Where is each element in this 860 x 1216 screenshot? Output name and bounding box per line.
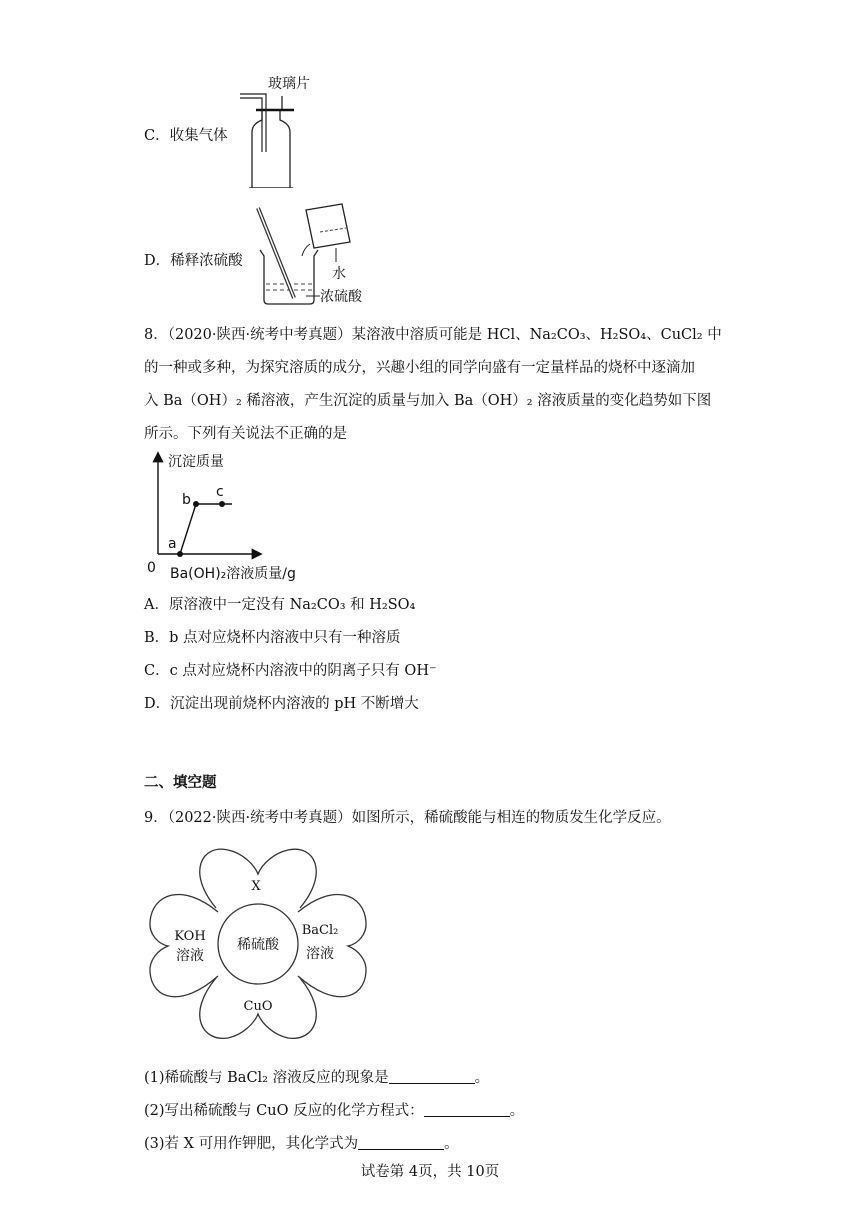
- q9-sub2-text: (2)写出稀硫酸与 CuO 反应的化学方程式：: [144, 1103, 424, 1119]
- center-label: 稀硫酸: [237, 937, 279, 953]
- petal-right-label-2: 溶液: [306, 946, 334, 962]
- petal-left-label-2: 溶液: [176, 948, 204, 964]
- dilute-acid-figure: [248, 200, 378, 308]
- flower-diagram: [146, 842, 376, 1046]
- q9-sub1-end: 。: [474, 1070, 490, 1086]
- trend-line: [180, 504, 232, 554]
- q9-sub3-end: 。: [444, 1136, 459, 1152]
- point-b: [193, 501, 199, 507]
- q8-option-d: D．沉淀出现前烧杯内溶液的 pH 不断增大: [144, 696, 419, 712]
- q9-sub3: [144, 1132, 459, 1153]
- q8-stem-line1: 8．（2020·陕西·统考中考真题）某溶液中溶质可能是 HCl、Na₂CO₃、H₂SO₄、CuCl₂ 中: [144, 327, 722, 343]
- point-c: [219, 501, 225, 507]
- q8-stem-line4: 所示。下列有关说法不正确的是: [144, 426, 347, 442]
- water-label: 水: [332, 266, 346, 282]
- y-axis-label: 沉淀质量: [168, 454, 224, 470]
- petal-right-label-1: BaCl₂: [301, 923, 339, 938]
- q8-option-c: C．c 点对应烧杯内溶液中的阴离子只有 OH⁻: [144, 663, 437, 679]
- precipitate-graph: [142, 448, 312, 584]
- section-title: 二、填空题: [144, 774, 217, 791]
- petal-left: [150, 894, 218, 996]
- q8-stem-line3: 入 Ba（OH）₂ 稀溶液，产生沉淀的质量与加入 Ba（OH）₂ 溶液质量的变化趋势如下图: [144, 393, 712, 409]
- q9-sub3-text: (3)若 X 可用作钾肥，其化学式为: [144, 1136, 359, 1152]
- page-footer: 试卷第 4页，共 10页: [360, 1164, 500, 1180]
- petal-bottom-label: CuO: [243, 999, 273, 1014]
- origin-label: 0: [147, 560, 156, 576]
- point-a-label: a: [168, 536, 177, 552]
- q9-sub1-text: (1)稀硫酸与 BaCl₂ 溶液反应的现象是: [144, 1070, 389, 1086]
- q8-option-a: A．原溶液中一定没有 Na₂CO₃ 和 H₂SO₄: [144, 597, 416, 613]
- point-a: [177, 551, 183, 557]
- q9-sub1: [144, 1066, 489, 1087]
- q9-sub2-end: 。: [509, 1103, 525, 1119]
- q9-sub2-blank[interactable]: [424, 1102, 510, 1117]
- point-c-label: c: [216, 484, 224, 500]
- q9-sub1-blank[interactable]: [389, 1069, 475, 1084]
- q8-option-b: B．b 点对应烧杯内溶液中只有一种溶质: [144, 630, 401, 646]
- q7-option-c-label: C．收集气体: [144, 128, 228, 144]
- gas-collection-figure: [232, 72, 332, 188]
- q7-option-d-label: D．稀释浓硫酸: [144, 253, 243, 269]
- point-b-label: b: [182, 492, 191, 508]
- x-axis-label: Ba(OH)₂溶液质量/g: [170, 566, 296, 582]
- q9-sub3-blank[interactable]: [358, 1135, 444, 1150]
- petal-left-label-1: KOH: [174, 929, 206, 944]
- q9-sub2: [144, 1099, 524, 1120]
- q8-stem-line2: 的一种或多种，为探究溶质的成分，兴趣小组的同学向盛有一定量样品的烧杯中逐滴加: [144, 360, 695, 376]
- q9-stem: 9．（2022·陕西·统考中考真题）如图所示，稀硫酸能与相连的物质发生化学反应。: [144, 810, 671, 826]
- glass-plate-label: 玻璃片: [268, 76, 310, 92]
- petal-top-label: X: [251, 879, 261, 894]
- concentrated-acid-label: 浓硫酸: [320, 289, 362, 305]
